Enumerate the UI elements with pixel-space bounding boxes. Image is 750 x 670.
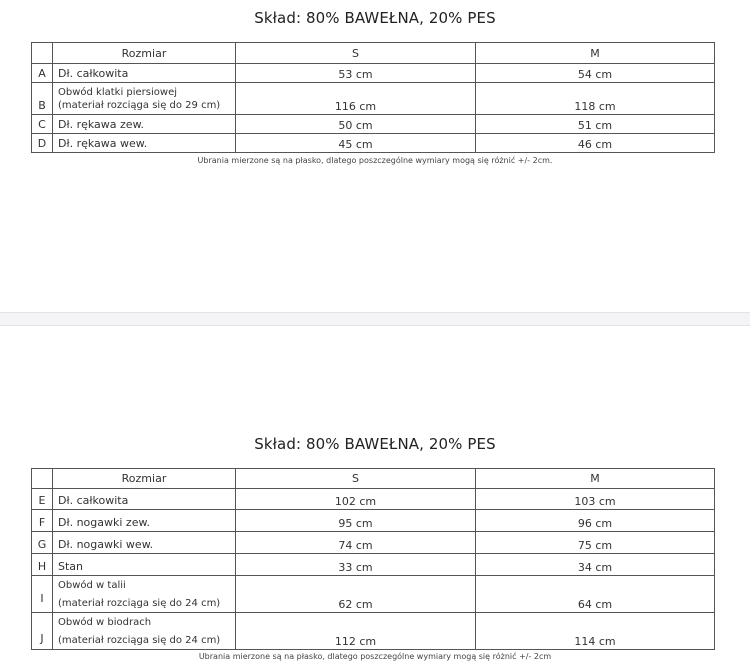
composition-title: Skład: 80% BAWEŁNA, 20% PES — [254, 435, 496, 453]
row-letter: H — [32, 554, 53, 576]
table-row — [32, 83, 715, 115]
row-letter: A — [32, 64, 53, 83]
row-value-m: 64 cm — [476, 576, 715, 613]
measurement-note: Ubrania mierzone są na płasko, dlatego poszczególne wymiary mogą się różnić +/- 2cm. — [197, 156, 553, 165]
row-value-m: 75 cm — [476, 532, 715, 554]
row-value-m: 51 cm — [476, 115, 715, 134]
row-measurement-name — [53, 576, 236, 613]
header-size-s: S — [236, 469, 476, 489]
row-letter: I — [32, 576, 53, 613]
row-value-m: 114 cm — [476, 613, 715, 650]
table-header-row — [32, 43, 715, 64]
row-value-s: 33 cm — [236, 554, 476, 576]
row-measurement-name: Dł. rękawa wew. — [53, 134, 236, 153]
table-header-row — [32, 469, 715, 489]
bottom-size-chart-page — [0, 326, 750, 670]
row-letter: G — [32, 532, 53, 554]
row-value-m: 46 cm — [476, 134, 715, 153]
table-row — [32, 489, 715, 510]
table-row — [32, 532, 715, 554]
row-name-line2: (materiał rozciąga się do 24 cm) — [58, 598, 221, 609]
top-size-table — [31, 42, 715, 153]
row-measurement-name — [53, 83, 236, 115]
row-value-s: 112 cm — [236, 613, 476, 650]
row-measurement-name: Dł. nogawki wew. — [53, 532, 236, 554]
header-empty-cell — [32, 43, 53, 64]
table-row — [32, 510, 715, 532]
row-measurement-name: Stan — [53, 554, 236, 576]
table-row — [32, 576, 715, 613]
row-measurement-name: Dł. rękawa zew. — [53, 115, 236, 134]
row-value-m: 34 cm — [476, 554, 715, 576]
table-row — [32, 115, 715, 134]
row-value-s: 74 cm — [236, 532, 476, 554]
header-size-s: S — [236, 43, 476, 64]
row-value-m: 96 cm — [476, 510, 715, 532]
row-measurement-name: Dł. całkowita — [53, 489, 236, 510]
header-size-m: M — [476, 43, 715, 64]
row-name-line2: (materiał rozciąga się do 29 cm) — [58, 100, 221, 111]
header-size-m: M — [476, 469, 715, 489]
row-name-line2: (materiał rozciąga się do 24 cm) — [58, 635, 221, 646]
row-value-s: 62 cm — [236, 576, 476, 613]
page-separator — [0, 312, 750, 326]
table-row — [32, 554, 715, 576]
header-size-label: Rozmiar — [53, 469, 236, 489]
row-value-s: 102 cm — [236, 489, 476, 510]
row-letter: D — [32, 134, 53, 153]
row-value-s: 53 cm — [236, 64, 476, 83]
table-row — [32, 613, 715, 650]
row-letter: E — [32, 489, 53, 510]
row-value-s: 50 cm — [236, 115, 476, 134]
row-measurement-name: Dł. całkowita — [53, 64, 236, 83]
row-name-line1: Obwód w biodrach — [58, 617, 152, 628]
row-letter: B — [32, 83, 53, 115]
row-value-s: 45 cm — [236, 134, 476, 153]
row-letter: F — [32, 510, 53, 532]
header-size-label: Rozmiar — [53, 43, 236, 64]
row-letter: J — [32, 613, 53, 650]
header-empty-cell — [32, 469, 53, 489]
row-value-m: 54 cm — [476, 64, 715, 83]
composition-title: Skład: 80% BAWEŁNA, 20% PES — [254, 9, 496, 27]
measurement-note: Ubrania mierzone są na płasko, dlatego poszczególne wymiary mogą się różnić +/- 2cm — [198, 652, 552, 661]
row-letter: C — [32, 115, 53, 134]
row-name-line1: Obwód w talii — [58, 580, 126, 591]
top-size-chart-page — [0, 0, 750, 312]
row-value-s: 95 cm — [236, 510, 476, 532]
table-row — [32, 64, 715, 83]
row-value-m: 118 cm — [476, 83, 715, 115]
row-name-line1: Obwód klatki piersiowej — [58, 87, 178, 98]
row-value-s: 116 cm — [236, 83, 476, 115]
row-measurement-name — [53, 613, 236, 650]
row-measurement-name: Dł. nogawki zew. — [53, 510, 236, 532]
row-value-m: 103 cm — [476, 489, 715, 510]
bottom-size-table — [31, 468, 715, 650]
table-row — [32, 134, 715, 153]
